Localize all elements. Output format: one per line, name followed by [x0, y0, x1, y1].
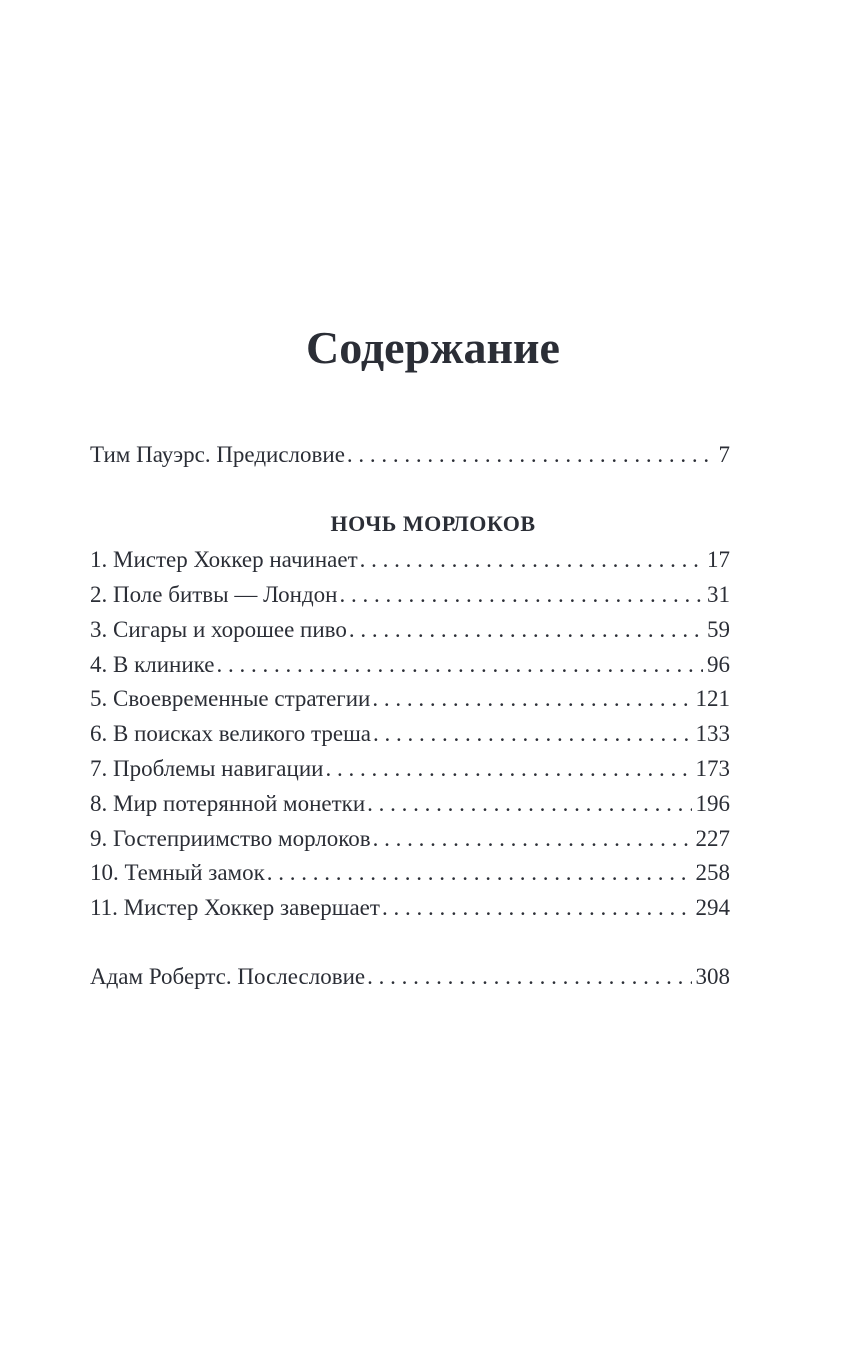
toc-entry-page: 294: [695, 895, 730, 920]
toc-leader-dots: [349, 615, 703, 645]
toc-entry-page: 96: [707, 652, 730, 677]
toc-entry-title: 7. Проблемы навигации: [90, 756, 324, 781]
toc-leader-dots: [373, 719, 692, 749]
toc-entry-title: 2. Поле битвы — Лондон: [90, 582, 338, 607]
toc-entry-page: 258: [695, 860, 730, 885]
toc-entry-title: 9. Гостеприимство морлоков: [90, 826, 371, 851]
toc-entry-chapter-6: [90, 719, 730, 749]
toc-entry-title: Адам Робертс. Послесловие: [90, 964, 366, 989]
toc-entry-chapter-5: [90, 684, 730, 714]
toc-entry-chapter-10: [90, 858, 730, 888]
toc-entry-page: 227: [695, 826, 730, 851]
toc-leader-dots: [367, 962, 691, 992]
toc-entry-page: 17: [707, 547, 730, 572]
toc-entry-title: 8. Мир потерянной монетки: [90, 791, 366, 816]
toc-entry-page: 173: [695, 756, 730, 781]
toc-entry-page: 121: [695, 686, 730, 711]
toc-entry-title: 1. Мистер Хоккер начинает: [90, 547, 358, 572]
toc-leader-dots: [367, 789, 691, 819]
toc-leader-dots: [347, 440, 715, 470]
toc-entry-chapter-11: [90, 893, 730, 923]
toc-entry-page: 31: [707, 582, 730, 607]
toc-entry-page: 7: [718, 442, 730, 467]
toc-entry-chapter-8: [90, 789, 730, 819]
toc-entry-title: 5. Своевременные стратегии: [90, 686, 371, 711]
toc-entry-chapter-1: [90, 545, 730, 575]
toc-entry-page: 308: [695, 964, 730, 989]
toc-entry-chapter-9: [90, 824, 730, 854]
page-title: Содержание: [306, 322, 560, 373]
toc-leader-dots: [216, 650, 703, 680]
toc-leader-dots: [382, 893, 692, 923]
toc-entry-page: 133: [695, 721, 730, 746]
toc-entry-preface: [90, 440, 730, 470]
toc-entry-title: 11. Мистер Хоккер завершает: [90, 895, 380, 920]
toc-leader-dots: [339, 580, 703, 610]
toc-entry-chapter-3: [90, 615, 730, 645]
toc-leader-dots: [372, 684, 691, 714]
toc-entry-afterword: [90, 962, 730, 992]
section-heading: НОЧЬ МОРЛОКОВ: [330, 511, 536, 536]
toc-leader-dots: [360, 545, 703, 575]
toc-leader-dots: [373, 824, 692, 854]
toc-entry-title: 4. В клинике: [90, 652, 215, 677]
toc-entry-chapter-4: [90, 650, 730, 680]
toc-entry-title: 10. Темный замок: [90, 860, 265, 885]
toc-entry-chapter-2: [90, 580, 730, 610]
toc-entry-page: 196: [695, 791, 730, 816]
toc-entry-title: 6. В поисках великого треша: [90, 721, 371, 746]
toc-entry-title: 3. Сигары и хорошее пиво: [90, 617, 347, 642]
toc-leader-dots: [325, 754, 691, 784]
toc-entry-chapter-7: [90, 754, 730, 784]
toc-entry-title: Тим Пауэрс. Предисловие: [90, 442, 345, 467]
toc-leader-dots: [267, 858, 692, 888]
toc-entry-page: 59: [707, 617, 730, 642]
